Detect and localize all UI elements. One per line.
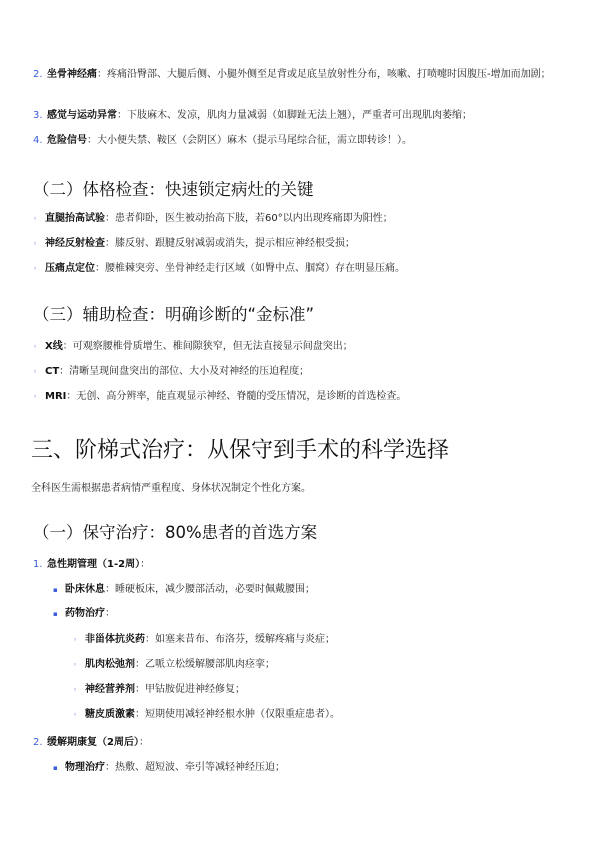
item-label: 药物治疗 <box>65 608 105 619</box>
item-text: ：如塞来昔布、布洛芬，缓解疼痛与炎症； <box>145 634 335 645</box>
item-text: ： <box>138 737 149 748</box>
section-heading-conservative: （一）保守治疗：80%患者的首选方案 <box>33 523 318 542</box>
list-number: 2. <box>33 737 43 748</box>
list-item <box>33 340 353 354</box>
list-item <box>53 761 285 775</box>
item-label: X线 <box>45 341 63 352</box>
bullet-icon: ◦ <box>33 240 38 248</box>
treatment-item-rehab-phase <box>33 734 578 751</box>
list-item <box>73 683 245 697</box>
item-text: ：无创、高分辨率，能直观显示神经、脊髓的受压情况，是诊断的首选检查。 <box>66 391 407 402</box>
bullet-icon: ◦ <box>73 636 78 644</box>
item-text: ：膝反射、跟腱反射减弱或消失，提示相应神经根受损； <box>105 238 355 249</box>
item-label: 压痛点定位 <box>45 263 95 274</box>
list-item <box>53 607 115 621</box>
item-label: 感觉与运动异常 <box>47 110 117 121</box>
item-text: ：清晰呈现间盘突出的部位、大小及对神经的压迫程度； <box>59 366 310 377</box>
chapter-heading-treatment: 三、阶梯式治疗：从保守到手术的科学选择 <box>31 438 450 463</box>
list-item <box>53 583 315 597</box>
item-text: ：患者仰卧，医生被动抬高下肢，若60°以内出现疼痛即为阳性； <box>105 213 393 224</box>
intro-paragraph: 全科医生需根据患者病情严重程度、身体状况制定个性化方案。 <box>31 483 311 494</box>
item-text: ：腰椎棘突旁、坐骨神经走行区域（如臀中点、腘窝）存在明显压痛。 <box>95 263 405 274</box>
bullet-icon: ◦ <box>33 343 38 351</box>
bullet-icon: ◦ <box>33 393 38 401</box>
treatment-item-acute-phase <box>33 556 578 573</box>
list-item <box>33 237 355 251</box>
item-label: CT <box>45 366 60 377</box>
list-item <box>73 633 335 647</box>
section-heading-auxiliary-exam: （三）辅助检查：明确诊断的“金标准” <box>33 305 315 324</box>
item-text: ：可观察腰椎骨质增生、椎间隙狭窄，但无法直接显示间盘突出； <box>62 341 353 352</box>
item-text: ：乙哌立松缓解腰部肌肉痉挛； <box>135 659 275 670</box>
item-label: 危险信号 <box>47 135 87 146</box>
item-label: 肌肉松弛剂 <box>85 659 135 670</box>
item-label: 急性期管理（1-2周） <box>47 559 141 570</box>
list-item <box>73 658 275 672</box>
item-label: 缓解期康复（2周后） <box>47 737 139 748</box>
list-number: 3. <box>33 110 43 121</box>
list-item <box>73 708 340 722</box>
list-number: 1. <box>33 559 43 570</box>
bullet-icon: ◦ <box>73 711 78 719</box>
item-text: ：下肢麻木、发凉，肌肉力量减弱（如脚趾无法上翘），严重者可出现肌肉萎缩； <box>117 110 472 121</box>
list-number: 2. <box>33 69 43 80</box>
list-item <box>33 365 309 379</box>
list-number: 4. <box>33 135 43 146</box>
item-label: MRI <box>45 391 67 402</box>
item-text: ：甲钴胺促进神经修复； <box>135 684 245 695</box>
item-label: 物理治疗 <box>65 762 105 773</box>
list-item <box>33 212 393 226</box>
bullet-icon: ▪ <box>53 586 58 594</box>
section-heading-physical-exam: （二）体格检查：快速锁定病灶的关键 <box>33 180 314 199</box>
list-item <box>33 390 406 404</box>
item-label: 神经营养剂 <box>85 684 135 695</box>
symptom-item-danger-signs <box>33 132 578 149</box>
bullet-icon: ◦ <box>33 265 38 273</box>
bullet-icon: ▪ <box>53 610 58 618</box>
symptom-item-sciatica <box>33 66 578 83</box>
item-text: ：热敷、超短波、牵引等减轻神经压迫； <box>105 762 285 773</box>
item-text: ：睡硬板床，减少腰部活动，必要时佩戴腰围； <box>105 584 315 595</box>
bullet-icon: ▪ <box>53 764 58 772</box>
item-text: ：疼痛沿臀部、大腿后侧、小腿外侧至足背或足底呈放射性分布，咳嗽、打喷嚏时因腹压-增加而加剧； <box>97 69 551 80</box>
item-text: ： <box>140 559 151 570</box>
item-text: ：短期使用减轻神经根水肿（仅限重症患者）。 <box>135 709 340 720</box>
item-label: 非甾体抗炎药 <box>85 634 145 645</box>
item-label: 糖皮质激素 <box>85 709 135 720</box>
item-label: 直腿抬高试验 <box>45 213 105 224</box>
symptom-item-sensory-motor <box>33 107 578 124</box>
list-item <box>33 262 405 276</box>
bullet-icon: ◦ <box>73 686 78 694</box>
bullet-icon: ◦ <box>73 661 78 669</box>
bullet-icon: ◦ <box>33 215 38 223</box>
item-text: ：大小便失禁、鞍区（会阴区）麻木（提示马尾综合征，需立即转诊！）。 <box>87 135 412 146</box>
item-label: 卧床休息 <box>65 584 105 595</box>
bullet-icon: ◦ <box>33 368 38 376</box>
item-label: 坐骨神经痛 <box>47 69 97 80</box>
item-label: 神经反射检查 <box>45 238 105 249</box>
item-text: ： <box>105 608 115 619</box>
